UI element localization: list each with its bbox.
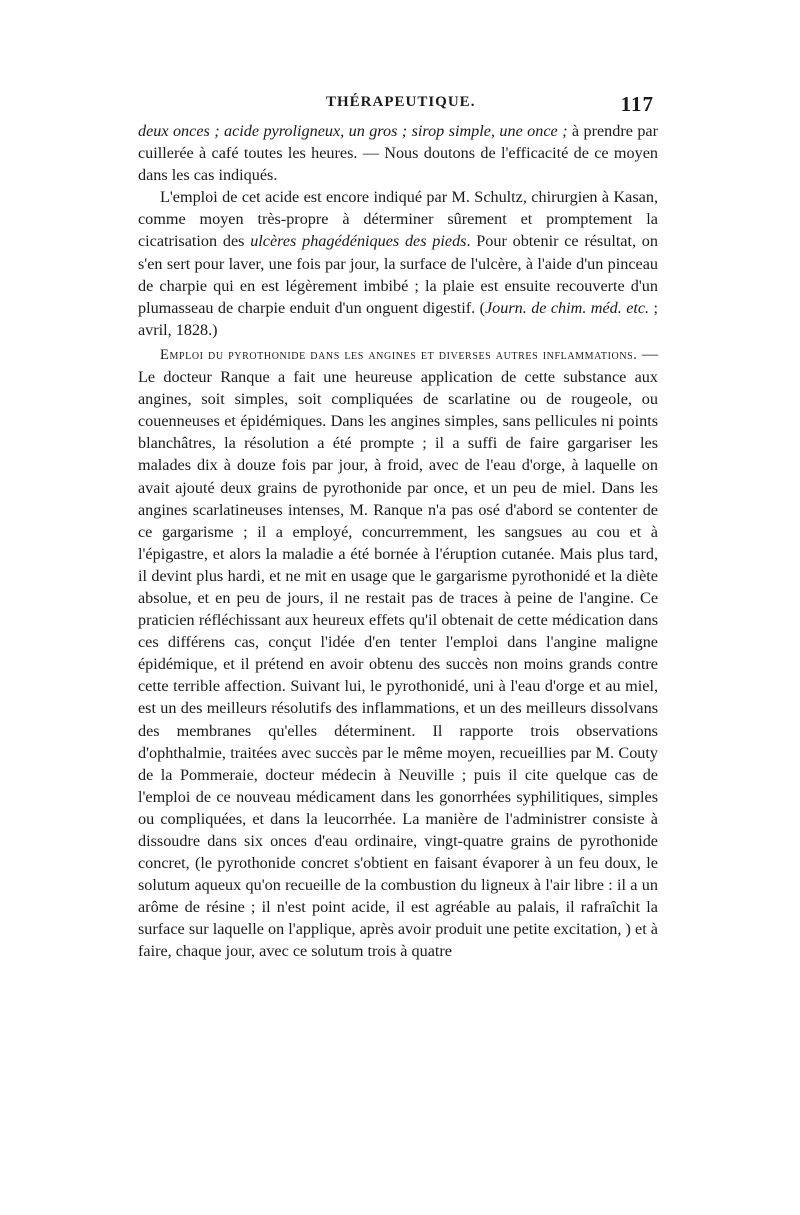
schultz-text-c: . Pour obtenir ce résultat, on s'en sert pour laver, une fois par jour, la surface de l'ulcère, à l'aide d'un pinceau de charpie qui en est légèrement imbibé ; la plaie est ensuite recouverte d'un plumasseau de charpie enduit d'un onguent digestif. (: [138, 232, 658, 317]
paragraph-continuation: [138, 120, 658, 186]
journal-citation: Journ. de chim. méd. etc.: [485, 298, 650, 317]
schultz-text-a: L'emploi de cet acide est encore indiqué par M. Schultz, chirurgien à Kasan, comme moyen très-propre à déterminer sûrement et promptement la cicatrisation des: [138, 188, 658, 251]
section-heading: Emploi du pyrothonide dans les angines et diverses autres inflammations.: [160, 346, 638, 363]
running-header: [138, 92, 658, 120]
book-page: [138, 92, 658, 963]
ulcer-term: ulcères phagédéniques des pieds: [250, 232, 467, 251]
running-title: THÉRAPEUTIQUE.: [326, 94, 476, 110]
citation-date: ; avril, 1828.): [138, 298, 659, 339]
pyrothonide-text: — Le docteur Ranque a fait une heureuse application de cette substance aux angines, soit simples, soit compliquées de scarlatine ou de rougeole, ou couenneuses et épidémiques. Dans les angines simples, sans pellicules ni points blanchâtres, la résolution a été prompte ; il a suffi de faire gargariser les malades dix à douze fois par jour, à froid, avec de l'eau d'orge, à laquelle on avait ajouté deux grains de pyrothonide par once, et un peu de miel. Dans les angines scarlatineuses intenses, M. Ranque n'a pas osé d'abord se contenter de ce gargarisme ; il a employé, concurremment, les sangsues au cou et à l'épigastre, et alors la maladie a été bornée à l'éruption cutanée. Mais plus tard, il devint plus hardi, et ne mit en usage que le gargarisme pyrothonidé et la diète absolue, et en peu de jours, il ne restait pas de traces à peine de l'angine. Ce praticien réfléchissant aux heureux effets qu'il obtenait de cette médication dans ces différens cas, conçut l'idée d'en tenter l'emploi dans l'angine maligne épidémique, et il prétend en avoir obtenu des succès non moins grands contre cette terrible affection. Suivant lui, le pyrothonidé, uni à l'eau d'orge et au miel, est un des meilleurs résolutifs des inflammations, et un des meilleurs dissolvans des membranes qu'elles déterminent. Il rapporte trois observations d'ophthalmie, traitées avec succès par le même moyen, recueillies par M. Couty de la Pommeraie, docteur médecin à Neuville ; puis il cite quelque cas de l'emploi de ce nouveau médicament dans les gonorrhées syphilitiques, simples ou compliquées, et dans la leucorrhée. La manière de l'administrer consiste à dissoudre dans six onces d'eau ordinaire, vingt-quatre grains de pyrothonide concret, (le pyrothonide concret s'obtient en faisant évaporer à un feu doux, le solutum aqueux qu'on recueille de la combustion du ligneux à l'air libre : il a un arôme de résine ; il n'est point acide, il est agréable au palais, il rafraîchit la surface sur laquelle on l'applique, après avoir produit une petite excitation, ) et à faire, chaque jour, avec ce solutum trois à quatre: [138, 344, 659, 961]
paragraph-pyrothonide: [138, 343, 658, 963]
paragraph-schultz: [138, 186, 658, 341]
page-number: 117: [620, 92, 654, 116]
body-text: [138, 120, 658, 963]
recipe-rest: à prendre par cuillerée à café toutes les heures. — Nous doutons de l'efficacité de ce moyen dans les cas indiqués.: [138, 122, 658, 185]
recipe-italic: deux onces ; acide pyroligneux, un gros ; sirop simple, une once ;: [138, 122, 568, 140]
